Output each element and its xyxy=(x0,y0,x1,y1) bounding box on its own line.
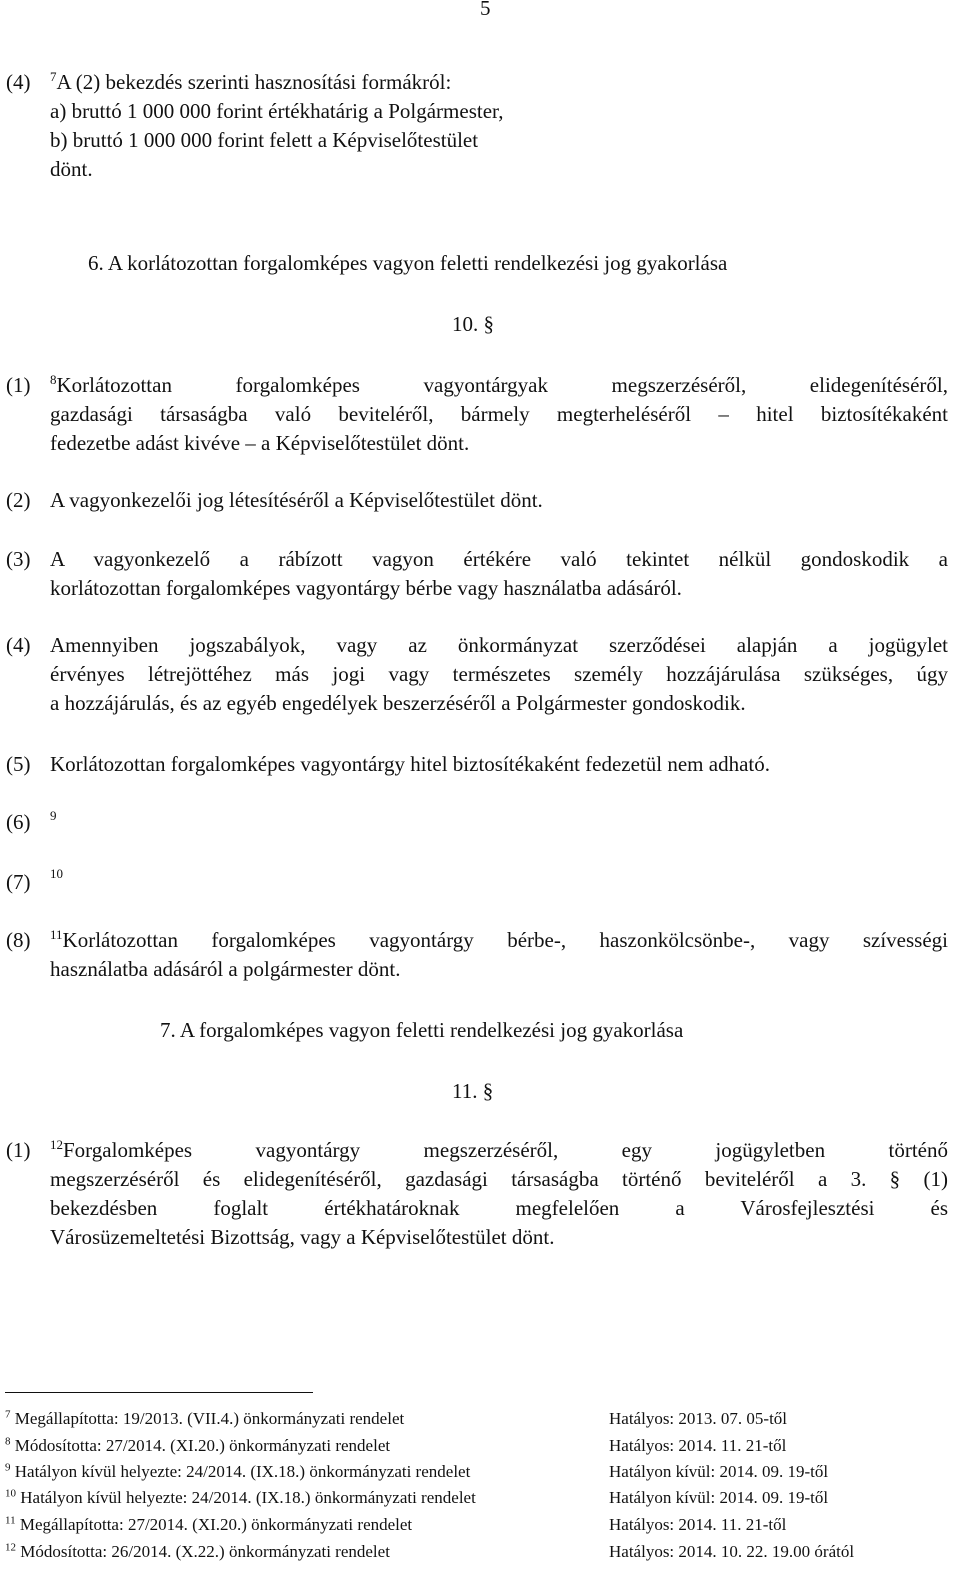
footnote xyxy=(5,1460,470,1483)
paragraph-number: (3) xyxy=(6,547,31,571)
paragraph-text: Amennyiben jogszabályok, vagy az önkormányzat szerződései alapján a jogügylet xyxy=(50,633,948,657)
footnote-number: 9 xyxy=(5,1461,11,1474)
footnote-ref: 9 xyxy=(50,808,57,823)
footnote xyxy=(5,1540,390,1563)
paragraph-text: bekezdésben foglalt értékhatároknak megfelelően a Városfejlesztési és xyxy=(50,1196,948,1220)
footnote-ref: 10 xyxy=(50,866,63,881)
footnote-number: 11 xyxy=(5,1514,16,1527)
paragraph-text: korlátozottan forgalomképes vagyontárgy bérbe vagy használatba adásáról. xyxy=(50,576,682,600)
paragraph-number: (2) xyxy=(6,488,31,512)
paragraph-body xyxy=(50,631,948,718)
footnote-ref: 7 xyxy=(50,69,57,84)
paragraph-text: a) bruttó 1 000 000 forint értékhatárig a Polgármester, xyxy=(50,99,504,123)
footnote-text: Hatályon kívül helyezte: 24/2014. (IX.18.) önkormányzati rendelet xyxy=(14,1462,471,1481)
footnote-effect: Hatályos: 2014. 11. 21-től xyxy=(609,1436,787,1455)
paragraph-text: A (2) bekezdés szerinti hasznosítási formákról: xyxy=(56,70,452,94)
footnote-ref: 12 xyxy=(50,1137,63,1152)
paragraph-body xyxy=(50,750,948,779)
paragraph-text: érvényes létrejöttéhez más jogi vagy természetes személy hozzájárulása szükséges, úgy xyxy=(50,662,948,686)
paragraph-text: dönt. xyxy=(50,157,93,181)
footnote-text: Módosította: 27/2014. (XI.20.) önkormányzati rendelet xyxy=(14,1436,391,1455)
footnote-effect: Hatályos: 2014. 11. 21-től xyxy=(609,1515,787,1534)
footnote-effect: Hatályon kívül: 2014. 09. 19-től xyxy=(609,1488,829,1507)
paragraph-text: Városüzemeltetési Bizottság, vagy a Képviselőtestület dönt. xyxy=(50,1225,555,1249)
section-heading: 6. A korlátozottan forgalomképes vagyon feletti rendelkezési jog gyakorlása xyxy=(88,251,728,275)
section-paragraph-mark: 11. § xyxy=(452,1079,494,1103)
paragraph-text: megszerzéséről és elidegenítéséről, gazdasági társaságba történő beviteléről a 3. § (1) xyxy=(50,1167,948,1191)
paragraph-number: (4) xyxy=(6,70,31,94)
paragraph-body xyxy=(50,545,948,603)
footnote-number: 7 xyxy=(5,1408,11,1421)
footnote-separator xyxy=(5,1392,313,1393)
footnote xyxy=(5,1513,412,1536)
footnote-text: Megállapította: 27/2014. (XI.20.) önkormányzati rendelet xyxy=(19,1515,413,1534)
paragraph-text: használatba adásáról a polgármester dönt. xyxy=(50,957,401,981)
paragraph-text: Korlátozottan forgalomképes vagyontárgyak megszerzéséről, elidegenítéséről, xyxy=(56,373,948,397)
section-heading: 7. A forgalomképes vagyon feletti rendelkezési jog gyakorlása xyxy=(160,1018,684,1042)
paragraph-text: Forgalomképes vagyontárgy megszerzéséről, egy jogügyletben történő xyxy=(63,1138,948,1162)
footnote-effect: Hatályon kívül: 2014. 09. 19-től xyxy=(609,1462,829,1481)
paragraph-text: Korlátozottan forgalomképes vagyontárgy bérbe-, haszonkölcsönbe-, vagy szívességi xyxy=(62,928,948,952)
paragraph-body xyxy=(50,371,948,458)
footnote xyxy=(5,1434,390,1457)
footnote xyxy=(5,1407,404,1430)
footnote-ref: 8 xyxy=(50,372,57,387)
paragraph-number: (6) xyxy=(6,810,31,834)
paragraph-text: fedezetbe adást kivéve – a Képviselőtestület dönt. xyxy=(50,431,470,455)
paragraph-number: (8) xyxy=(6,928,31,952)
paragraph-body xyxy=(50,1136,948,1252)
paragraph-number: (5) xyxy=(6,752,31,776)
footnote-number: 8 xyxy=(5,1435,11,1448)
footnote-text: Hatályon kívül helyezte: 24/2014. (IX.18.) önkormányzati rendelet xyxy=(20,1488,476,1507)
paragraph-number: (1) xyxy=(6,373,31,397)
footnote-text: Megállapította: 19/2013. (VII.4.) önkormányzati rendelet xyxy=(14,1409,405,1428)
paragraph-number: (7) xyxy=(6,870,31,894)
paragraph-text: b) bruttó 1 000 000 forint felett a Képviselőtestület xyxy=(50,128,479,152)
paragraph-body xyxy=(50,926,948,984)
paragraph-body xyxy=(50,486,948,515)
section-paragraph-mark: 10. § xyxy=(452,312,494,336)
page-number: 5 xyxy=(480,0,491,20)
footnote-text: Módosította: 26/2014. (X.22.) önkormányzati rendelet xyxy=(20,1542,390,1561)
footnote-number: 10 xyxy=(5,1487,16,1500)
paragraph-text: Korlátozottan forgalomképes vagyontárgy hitel biztosítékaként fedezetül nem adható. xyxy=(50,752,770,776)
paragraph-body xyxy=(50,68,650,184)
paragraph-number: (1) xyxy=(6,1138,31,1162)
paragraph-text: gazdasági társaságba való beviteléről, bármely megterheléséről – hitel biztosítékaként xyxy=(50,402,948,426)
footnote-number: 12 xyxy=(5,1541,16,1554)
footnote xyxy=(5,1486,476,1509)
paragraph-number: (4) xyxy=(6,633,31,657)
footnote-effect: Hatályos: 2013. 07. 05-től xyxy=(609,1409,788,1428)
footnote-effect: Hatályos: 2014. 10. 22. 19.00 órától xyxy=(609,1542,855,1561)
footnote-ref: 11 xyxy=(50,927,63,942)
paragraph-text: A vagyonkezelő a rábízott vagyon értékére való tekintet nélkül gondoskodik a xyxy=(50,547,948,571)
paragraph-text: a hozzájárulás, és az egyéb engedélyek beszerzéséről a Polgármester gondoskodik. xyxy=(50,691,746,715)
paragraph-text: A vagyonkezelői jog létesítéséről a Képviselőtestület dönt. xyxy=(50,488,543,512)
